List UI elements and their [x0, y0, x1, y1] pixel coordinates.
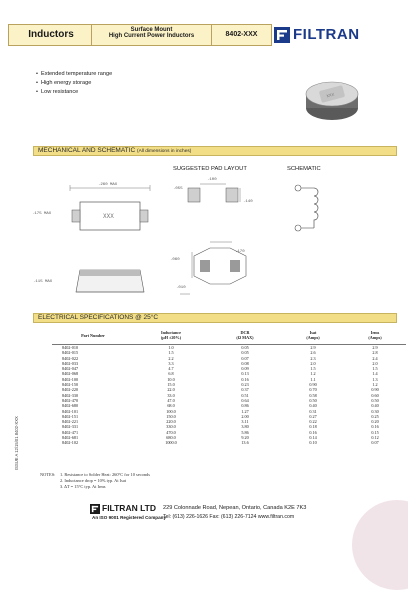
spec-cell: 1.4 — [372, 371, 378, 377]
subtitle-line2: High Current Power Inductors — [108, 33, 195, 39]
spec-cell: 0.09 — [241, 366, 249, 372]
schematic-label: SCHEMATIC — [287, 166, 321, 172]
spec-cell: 0.50 — [371, 397, 379, 403]
spec-cell: 33.0 — [167, 392, 175, 398]
part-number-cell: 8402-330 — [62, 392, 79, 398]
mechanical-heading: MECHANICAL AND SCHEMATIC — [38, 147, 136, 154]
spec-cell: 1.27 — [241, 408, 249, 414]
spec-cell: 2.6 — [310, 350, 316, 356]
spec-cell: 0.05 — [241, 345, 249, 350]
spec-cell: 2.3 — [310, 355, 316, 361]
col-header: Isat (Amps) — [282, 327, 344, 345]
part-number-cell: 8402-100 — [62, 376, 79, 382]
footer — [0, 502, 408, 526]
part-number-cell: 8402-471 — [62, 429, 79, 435]
spec-cell: 0.90 — [309, 382, 317, 388]
photo-marking: XXX — [325, 91, 335, 99]
spec-cell: 0.27 — [309, 413, 317, 419]
spec-cell: 10.0 — [167, 376, 175, 382]
spec-cell: 15.0 — [167, 382, 175, 388]
dim-pad-b: .140 — [243, 200, 253, 204]
col-header: DCR (Ω MAX) — [208, 327, 282, 345]
spec-cell: 3.80 — [241, 424, 249, 430]
spec-cell: 5.86 — [241, 429, 249, 435]
subtitle-line1: Surface Mount — [130, 27, 173, 33]
spec-cell: 0.50 — [309, 397, 317, 403]
spec-cell: 3.11 — [241, 419, 249, 425]
part-number-cell: 8402-010 — [62, 345, 79, 350]
spec-cell: 13.6 — [241, 440, 249, 446]
part-number-cell: 8402-102 — [62, 440, 79, 446]
notes-label: NOTES: — [40, 472, 56, 477]
top-view-drawing — [60, 180, 170, 242]
pad-layout-label: SUGGESTED PAD LAYOUT — [173, 166, 247, 172]
spec-cell: 1.3 — [372, 376, 378, 382]
part-number-cell: 8402-047 — [62, 366, 79, 372]
spec-cell: 9.20 — [241, 435, 249, 441]
spec-cell: 2.00 — [241, 413, 249, 419]
dim-profile: .115 MAX — [33, 280, 53, 284]
spec-cell: 0.40 — [309, 403, 317, 409]
part-number-cell: 8402-681 — [62, 435, 79, 441]
spec-cell: 1.1 — [310, 376, 316, 382]
spec-cell: 680.0 — [166, 435, 176, 441]
electrical-heading: ELECTRICAL SPECIFICATIONS @ 25°C — [38, 314, 159, 321]
header-subtitle-box — [92, 24, 212, 46]
spec-cell: 2.2 — [168, 355, 174, 361]
spec-cell: 2.9 — [372, 345, 378, 350]
col-header: Inductance (µH ±20%) — [134, 327, 208, 345]
spec-cell: 0.07 — [371, 440, 379, 446]
spec-cell: 68.0 — [167, 403, 175, 409]
spec-cell: 0.18 — [309, 424, 317, 430]
part-number-cell: 8402-015 — [62, 350, 79, 356]
spec-table — [52, 327, 406, 446]
inductor-photo — [300, 70, 364, 128]
mechanical-heading-note: (All dimensions in inches) — [136, 149, 192, 154]
spec-cell: 2.8 — [372, 350, 378, 356]
spec-cell: 0.12 — [371, 435, 379, 441]
dim-pad-gap: .100 — [207, 178, 217, 182]
part-number-cell: 8402-221 — [62, 419, 79, 425]
part-number-cell: 8402-470 — [62, 397, 79, 403]
notes-list — [60, 472, 150, 490]
note-item: 2. Inductance drop = 10% typ. At Isat — [60, 478, 127, 483]
table-row — [52, 440, 406, 445]
feature-item: • Low resistance — [36, 88, 112, 97]
spec-cell: 0.60 — [371, 392, 379, 398]
spec-cell: 0.37 — [241, 387, 249, 393]
spec-cell: 100.0 — [166, 408, 176, 414]
header-band — [8, 24, 400, 46]
feature-item: • Extended temperature range — [36, 70, 112, 79]
spec-cell: 0.23 — [241, 382, 249, 388]
dim-pad-c: .060 — [170, 258, 180, 262]
footer-address: 229 Colonnade Road, Nepean, Ontario, Canada K2E 7K3 — [163, 505, 307, 511]
part-series: 8402-XXX — [225, 31, 258, 38]
filtran-logo — [274, 25, 400, 45]
spec-cell: 0.86 — [241, 403, 249, 409]
dim-pad-a: .055 — [173, 187, 183, 191]
spec-cell: 1.5 — [168, 350, 174, 356]
part-number-cell: 8402-068 — [62, 371, 79, 377]
spec-cell: 0.14 — [309, 435, 317, 441]
spec-cell: 0.30 — [371, 408, 379, 414]
spec-cell: 1.5 — [310, 366, 316, 372]
spec-cell: 0.20 — [371, 419, 379, 425]
spec-cell: 1.0 — [168, 345, 174, 350]
part-number-cell: 8402-022 — [62, 355, 79, 361]
spec-cell: 0.13 — [241, 371, 249, 377]
part-marking: XXX — [103, 213, 114, 220]
spec-cell: 0.15 — [371, 429, 379, 435]
part-number-cell: 8402-150 — [62, 382, 79, 388]
spec-cell: 2.0 — [372, 360, 378, 366]
spec-cell: 1.2 — [372, 382, 378, 388]
dim-pad-d: .170 — [235, 250, 245, 254]
spec-cell: 0.08 — [241, 360, 249, 366]
footer-cert: An ISO 9001 Registered Company — [92, 515, 167, 520]
note-item: 1. Resistance to Solder Heat: 260°C for 10 seconds — [60, 472, 150, 477]
spec-cell: 0.16 — [309, 429, 317, 435]
side-issue-text: ISSUE A 12/15/01 8402-XXX — [14, 416, 19, 470]
schematic-drawing — [288, 178, 328, 238]
electrical-section-bar — [33, 313, 397, 323]
spec-cell: 0.16 — [241, 376, 249, 382]
spec-cell: 0.40 — [371, 403, 379, 409]
dim-pad-e: .010 — [176, 286, 186, 290]
spec-cell: 0.22 — [309, 419, 317, 425]
feature-list — [36, 70, 112, 97]
page-title: Inductors — [28, 29, 74, 40]
spec-cell: 2.0 — [310, 360, 316, 366]
spec-cell: 6.8 — [168, 371, 174, 377]
dim-height: .175 MAX — [32, 212, 52, 216]
col-header: Irms (Amps) — [344, 327, 406, 345]
spec-cell: 0.07 — [241, 355, 249, 361]
spec-cell: 0.64 — [241, 397, 249, 403]
spec-cell: 22.0 — [167, 387, 175, 393]
note-item: 3. ΔT = 15°C typ. At Irms — [60, 484, 106, 489]
spec-cell: 0.31 — [309, 408, 317, 414]
spec-cell: 0.58 — [309, 392, 317, 398]
spec-cell: 0.25 — [371, 413, 379, 419]
part-number-cell: 8402-033 — [62, 360, 79, 366]
spec-cell: 330.0 — [166, 424, 176, 430]
side-view-drawing — [60, 262, 150, 302]
spec-cell: 0.70 — [309, 387, 317, 393]
spec-cell: 220.0 — [166, 419, 176, 425]
logo-text: FILTRAN — [293, 26, 360, 43]
spec-cell: 2.4 — [372, 355, 378, 361]
spec-header-row — [52, 327, 406, 345]
spec-cell: 0.10 — [309, 440, 317, 446]
spec-cell: 0.90 — [371, 387, 379, 393]
spec-cell: 1.5 — [372, 366, 378, 372]
spec-cell: 47.0 — [167, 397, 175, 403]
spec-cell: 2.9 — [310, 345, 316, 350]
spec-cell: 3.3 — [168, 360, 174, 366]
dim-width: .260 MAX — [98, 183, 118, 187]
part-number-cell: 8402-101 — [62, 408, 79, 414]
spec-cell: 1.2 — [310, 371, 316, 377]
spec-cell: 150.0 — [166, 413, 176, 419]
part-number-cell: 8402-151 — [62, 413, 79, 419]
spec-cell: 470.0 — [166, 429, 176, 435]
part-number-cell: 8402-680 — [62, 403, 79, 409]
part-number-cell: 8402-220 — [62, 387, 79, 393]
spec-cell: 0.05 — [241, 350, 249, 356]
spec-cell: 0.16 — [371, 424, 379, 430]
feature-item: • High energy storage — [36, 79, 112, 88]
spec-cell: 0.51 — [241, 392, 249, 398]
header-series-box — [212, 24, 272, 46]
col-header: Part Number — [52, 327, 134, 345]
filtran-logo-icon — [274, 27, 290, 43]
mechanical-section-bar — [33, 146, 397, 156]
footer-contact: Tel: (613) 226-1626 Fax: (613) 226-7124 www.filtran.com — [163, 514, 295, 520]
spec-table-body — [52, 345, 406, 446]
footer-company: FILTRAN LTD — [102, 503, 156, 513]
spec-cell: 4.7 — [168, 366, 174, 372]
footer-logo-icon — [90, 504, 100, 514]
spec-cell: 1000.0 — [165, 440, 177, 446]
part-number-cell: 8402-331 — [62, 424, 79, 430]
header-title-box — [8, 24, 92, 46]
